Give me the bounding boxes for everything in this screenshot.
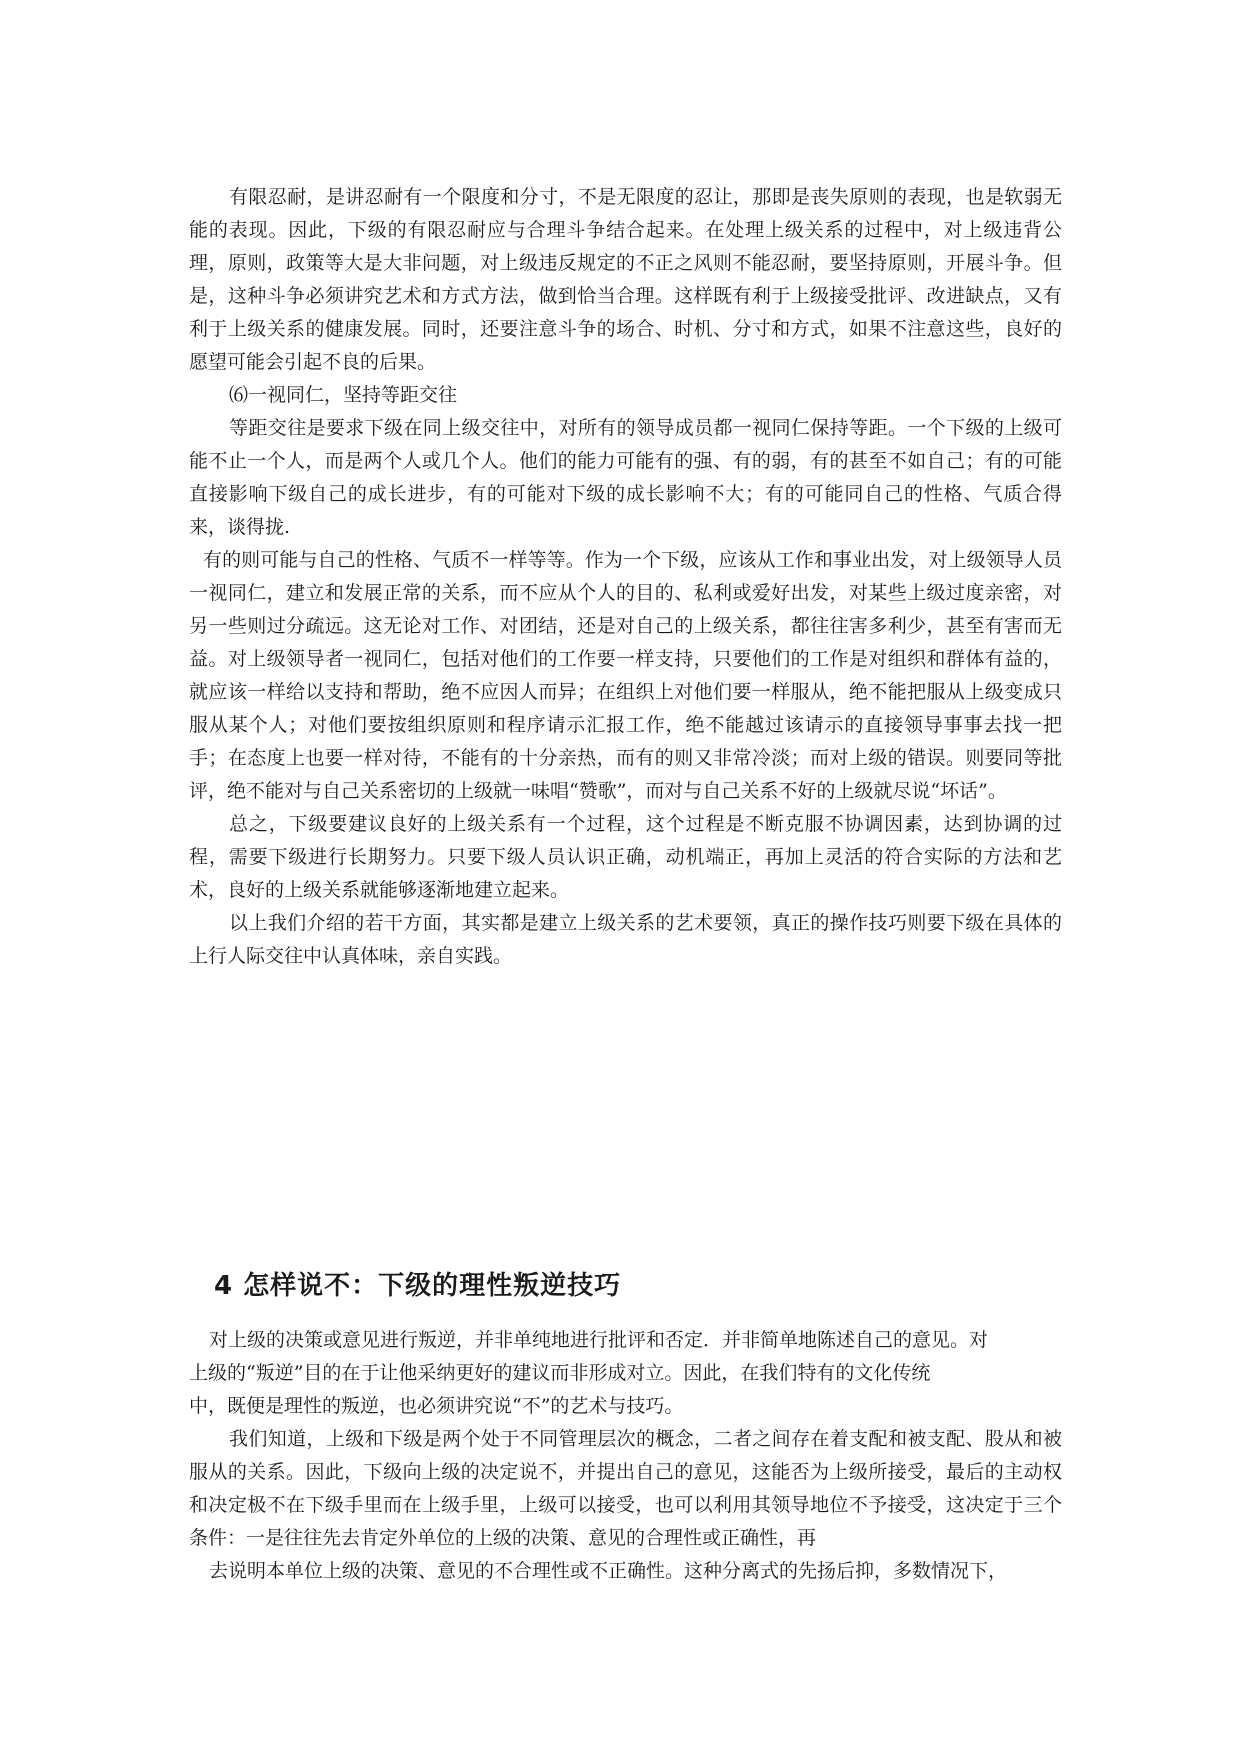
paragraph-summary: 总之，下级要建议良好的上级关系有一个过程，这个过程是不断克服不协调因素，达到协调的过程，需要下级进行长期努力。只要下级人员认识正确，动机端正，再加上灵活的符合实际的方法和艺术，良好的上级关系就能够逐渐地建立起来。 — [189, 813, 1062, 901]
paragraph-equal-distance: 等距交往是要求下级在同上级交往中，对所有的领导成员都一视同仁保持等距。一个下级的上级可能不止一个人，而是两个人或几个人。他们的能力可能有的强、有的弱，有的甚至不如自己；有的可能直接影响下级自己的成长进步，有的可能对下级的成长影响不大；有的可能同自己的性格、气质合得来，谈得拢. — [189, 417, 1062, 538]
paragraph-rebellion-intro-line2: 上级的“叛逆”目的在于让他采纳更好的建议而非形成对立。因此，在我们特有的文化传统 — [189, 1362, 931, 1384]
subheading-equal-treatment: ⑹一视同仁，坚持等距交往 — [229, 384, 458, 406]
paragraph-limited-patience: 有限忍耐，是讲忍耐有一个限度和分寸，不是无限度的忍让，那即是丧失原则的表现，也是软弱无能的表现。因此，下级的有限忍耐应与合理斗争结合起来。在处理上级关系的过程中，对上级违背公理，原则，政策等大是大非问题，对上级违反规定的不正之风则不能忍耐，要坚持原则，开展斗争。但是，这种斗争必须讲究艺术和方式方法，做到恰当合理。这样既有利于上级接受批评、改进缺点，又有利于上级关系的健康发展。同时，还要注意斗争的场合、时机、分寸和方式，如果不注意这些，良好的愿望可能会引起不良的后果。 — [189, 186, 1062, 373]
paragraph-hierarchy: 我们知道，上级和下级是两个处于不同管理层次的概念，二者之间存在着支配和被支配、股从和被服从的关系。因此，下级向上级的决定说不，并提出自己的意见，这能否为上级所接受，最后的主动权和决定极不在下级手里而在上级手里，上级可以接受，也可以利用其领导地位不予接受，这决定于三个条件：一是往往先去肯定外单位的上级的决策、意见的合理性或正确性，再 — [189, 1428, 1062, 1549]
section-heading: 4 怎样说不：下级的理性叛逆技巧 — [214, 1271, 622, 1301]
paragraph-praise-then-criticize: 去说明本单位上级的决策、意见的不合理性或不正确性。这种分离式的先扬后抑，多数情况下， — [209, 1560, 1008, 1582]
paragraph-conclusion: 以上我们介绍的若干方面，其实都是建立上级关系的艺术要领，真正的操作技巧则要下级在具体的上行人际交往中认真体味，亲自实践。 — [189, 912, 1062, 967]
paragraph-treat-equally: 有的则可能与自己的性格、气质不一样等等。作为一个下级，应该从工作和事业出发，对上级领导人员一视同仁，建立和发展正常的关系，而不应从个人的目的、私利或爱好出发，对某些上级过度亲密，对另一些则过分疏远。这无论对工作、对团结，还是对自己的上级关系，都往往害多利少，甚至有害而无益。对上级领导者一视同仁，包括对他们的工作要一样支持，只要他们的工作是对组织和群体有益的，就应该一样给以支持和帮助，绝不应因人而异；在组织上对他们要一样服从，绝不能把服从上级变成只服从某个人；对他们要按组织原则和程序请示汇报工作，绝不能越过该请示的直接领导事事去找一把手；在态度上也要一样对待，不能有的十分亲热，而有的则又非常冷淡；而对上级的错误。则要同等批评，绝不能对与自己关系密切的上级就一味唱“赞歌”，而对与自己关系不好的上级就尽说“坏话”。 — [189, 549, 1062, 802]
paragraph-rebellion-intro-line3: 中，既便是理性的叛逆，也必须讲究说“不”的艺术与技巧。 — [189, 1395, 684, 1417]
paragraph-rebellion-intro-line1: 对上级的决策或意见进行叛逆，并非单纯地进行批评和否定．并非简单地陈述自己的意见。对 — [209, 1329, 989, 1351]
